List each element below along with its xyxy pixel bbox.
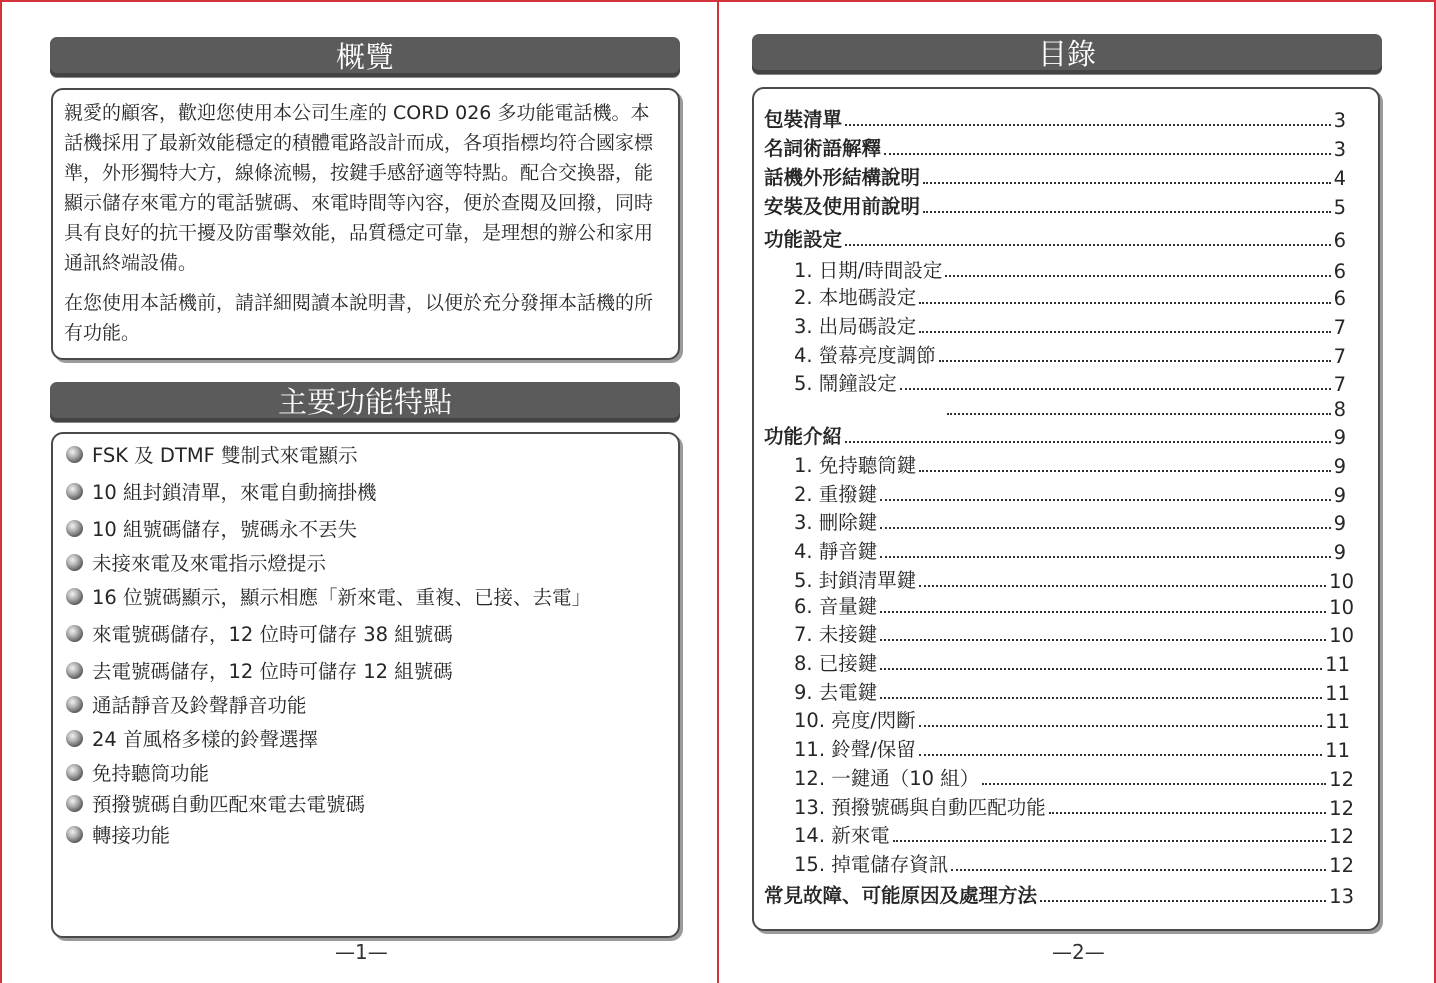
feature-item: 預撥號碼自動匹配來電去電號碼 [66, 789, 365, 819]
toc-title: 目錄 [752, 34, 1382, 74]
bullet-icon [66, 520, 83, 537]
feature-item: 10 組號碼儲存，號碼永不丟失 [66, 514, 357, 544]
page-number-right: —2— [1052, 940, 1105, 964]
bullet-icon [66, 696, 83, 713]
toc-entry[interactable]: 3. 出局碼設定 7 [794, 315, 1346, 339]
toc-entry[interactable]: 常見故障、可能原因及處理方法 13 [764, 884, 1354, 908]
feature-item: 來電號碼儲存，12 位時可儲存 38 組號碼 [66, 619, 453, 649]
toc-entry[interactable]: 7. 未接鍵 10 [794, 623, 1354, 647]
toc-entry[interactable]: 名詞術語解釋 3 [764, 137, 1346, 161]
feature-item: FSK 及 DTMF 雙制式來電顯示 [66, 440, 358, 470]
toc-entry[interactable]: 4. 靜音鍵 9 [794, 540, 1346, 564]
toc-entry[interactable]: 安裝及使用前說明 5 [764, 195, 1346, 219]
toc-entry[interactable]: 功能設定 6 [764, 228, 1346, 252]
bullet-icon [66, 764, 83, 781]
toc-entry[interactable]: 9. 去電鍵 11 [794, 681, 1350, 705]
bullet-icon [66, 826, 83, 843]
toc-entry[interactable]: 功能介紹 9 [764, 425, 1346, 449]
feature-item: 轉接功能 [66, 820, 170, 850]
page-edge-left [0, 0, 2, 983]
toc-entry[interactable]: 12. 一鍵通（10 組） 12 [794, 767, 1354, 791]
toc-entry[interactable]: 3. 刪除鍵 9 [794, 511, 1346, 535]
feature-item: 通話靜音及鈴聲靜音功能 [66, 690, 307, 720]
toc-entry[interactable]: 8. 已接鍵 11 [794, 652, 1350, 676]
bullet-icon [66, 588, 83, 605]
toc-entry[interactable]: 13. 預撥號碼與自動匹配功能 12 [794, 796, 1354, 820]
toc-entry[interactable]: 包裝清單 3 [764, 108, 1346, 132]
toc-entry[interactable]: 5. 封鎖清單鍵 10 [794, 569, 1354, 593]
feature-item: 免持聽筒功能 [66, 758, 209, 788]
toc-entry[interactable]: 6. 音量鍵 10 [794, 595, 1354, 619]
bullet-icon [66, 483, 83, 500]
feature-item: 16 位號碼顯示，顯示相應「新來電、重複、已接、去電」 [66, 582, 591, 612]
toc-entry[interactable]: 14. 新來電 12 [794, 824, 1354, 848]
feature-item: 10 組封鎖清單，來電自動摘掛機 [66, 477, 377, 507]
toc-entry[interactable]: 2. 重撥鍵 9 [794, 483, 1346, 507]
bullet-icon [66, 625, 83, 642]
bullet-icon [66, 554, 83, 571]
bullet-icon [66, 446, 83, 463]
overview-paragraph-2: 在您使用本話機前，請詳細閱讀本說明書，以便於充分發揮本話機的所有功能。 [64, 292, 654, 344]
toc-entry[interactable]: 5. 鬧鐘設定 7 [794, 372, 1346, 396]
toc-entry[interactable]: 1. 免持聽筒鍵 9 [794, 454, 1346, 478]
page-number-left: —1— [335, 940, 388, 964]
toc-entry[interactable]: 10. 亮度/閃斷 11 [794, 709, 1350, 733]
overview-paragraph-1: 親愛的顧客，歡迎您使用本公司生產的 CORD 026 多功能電話機。本話機採用了最新效能穩定的積體電路設計而成，各項指標均符合國家標準，外形獨特大方，線條流暢，按鍵手感舒適等特點。配合交換器，能顯示儲存來電方的電話號碼、來電時間等內容，便於查閱及回撥，同時具有良好的抗干擾及防雷擊效能，品質穩定可靠，是理想的辦公和家用通訊終端設備。 [64, 102, 654, 274]
toc-entry[interactable]: 2. 本地碼設定 6 [794, 286, 1346, 310]
feature-item: 24 首風格多樣的鈴聲選擇 [66, 724, 318, 754]
feature-item: 未接來電及來電指示燈提示 [66, 548, 326, 578]
bullet-icon [66, 730, 83, 747]
bullet-icon [66, 662, 83, 679]
overview-title: 概覽 [50, 37, 680, 77]
toc-entry[interactable]: 15. 掉電儲存資訊 12 [794, 853, 1354, 877]
toc-entry[interactable]: 8 [944, 395, 1346, 421]
bullet-icon [66, 795, 83, 812]
toc-entry[interactable]: 1. 日期/時間設定 6 [794, 259, 1346, 283]
page-divider [717, 0, 719, 983]
toc-entry[interactable]: 4. 螢幕亮度調節 7 [794, 344, 1346, 368]
toc-entry[interactable]: 11. 鈴聲/保留 11 [794, 738, 1350, 762]
toc-entry[interactable]: 話機外形結構說明 4 [764, 166, 1346, 190]
features-title: 主要功能特點 [50, 382, 680, 422]
feature-item: 去電號碼儲存，12 位時可儲存 12 組號碼 [66, 656, 453, 686]
